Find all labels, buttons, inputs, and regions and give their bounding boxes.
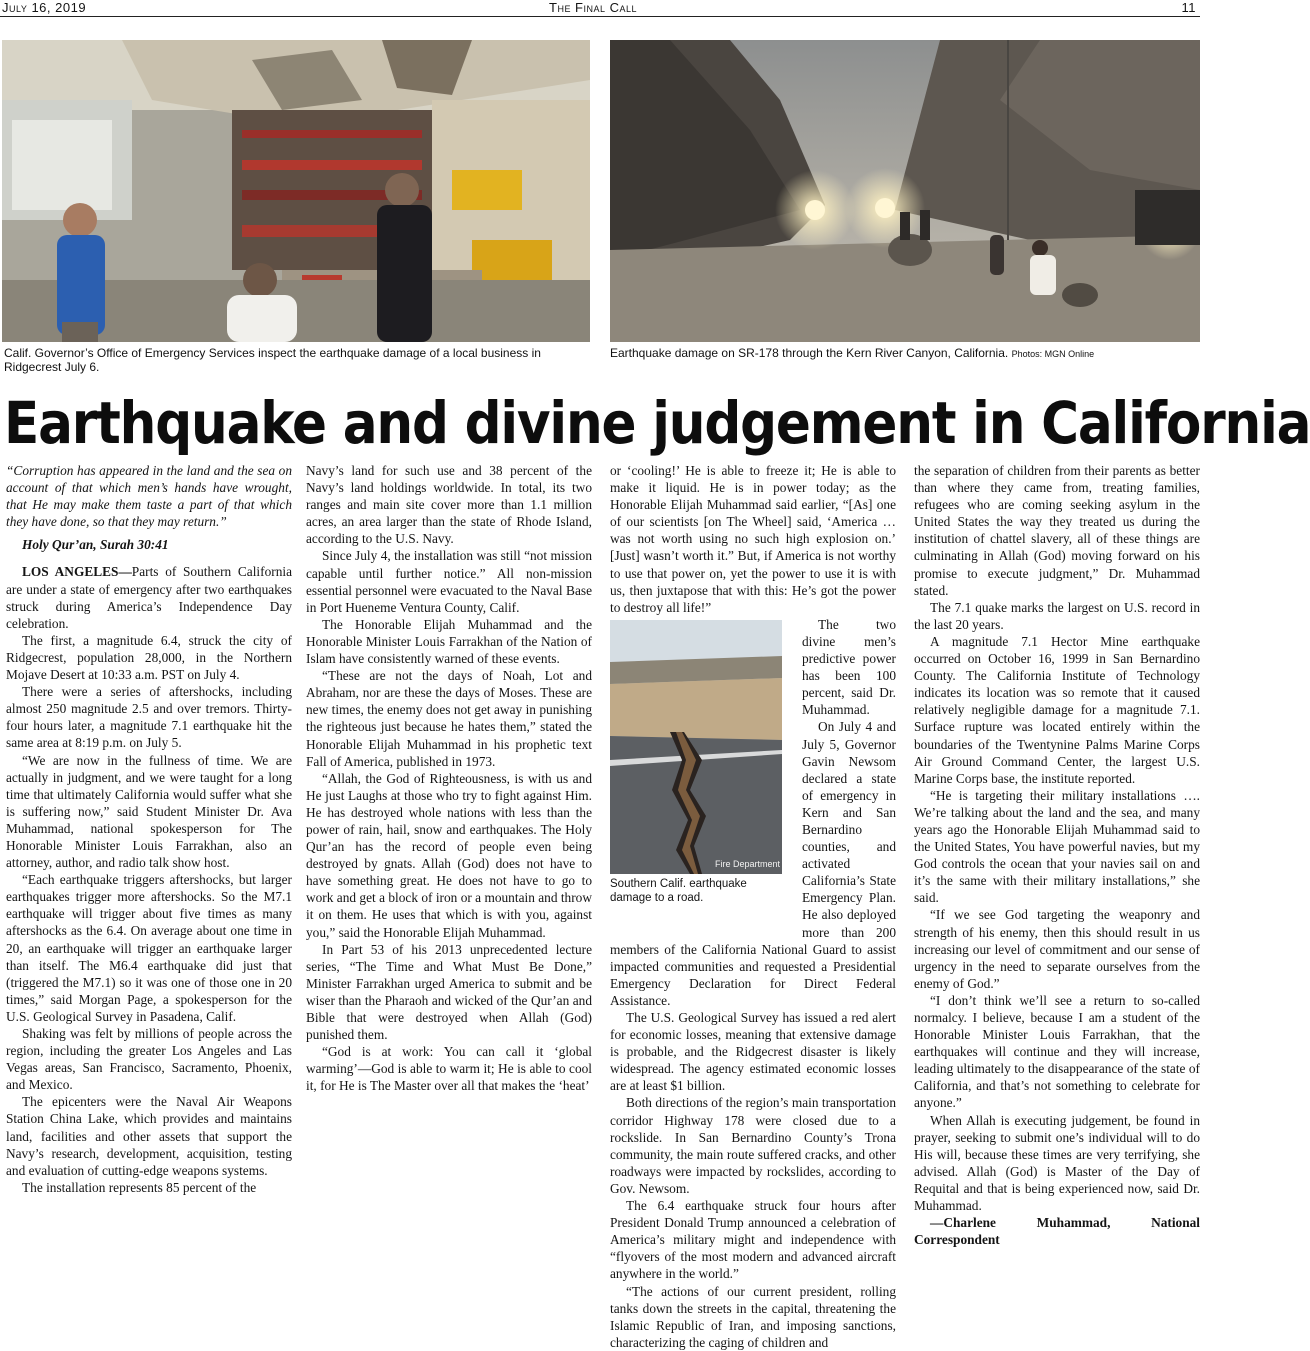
paragraph: “Allah, the God of Righteousness, is with us and He just Laughs at those who try to fight against Him. He has destroyed whole nations with less than the power of rain, hail, snow and earthquakes. The Holy Qur’an has the record of people even being destroyed by gnats. Allah (God) does not have to have something great. He does not have to go to work and get a block of iron or a mountain and throw it on them. He uses that which is with you, against you,” said the Honorable Elijah Muhammad. bbox=[306, 770, 592, 940]
paragraph: “We are now in the fullness of time. We are actually in judgment, and we were taught for a long time that ultimately California would suffer what she is suffering now,” said Student Minister Dr. Ava Muhammad, national spokesperson for The Honorable Minister Louis Farrakhan, also an attorney, author, and radio talk show host. bbox=[6, 752, 292, 871]
paragraph: On July 4 and July 5, Governor Gavin Newsom declared a state of emergency in Kern and San Bernardino counties, and activated California’s State Emergency Plan. He also deployed more than 200 members of the California National Guard to assist impacted communities and requested a Presidential Emergency Declaration for Direct Federal Assistance. bbox=[610, 719, 896, 1008]
paragraph: Shaking was felt by millions of people across the region, including the greater Los Angeles and Las Vegas areas, San Francisco, Sacramento, Phoenix, and Mexico. bbox=[6, 1026, 292, 1093]
epigraph: “Corruption has appeared in the land and the sea on account of that which men’s hands have wrought, that He may make them taste a part of that which they have done, so that they may return.” bbox=[6, 463, 292, 530]
paragraph: or ‘cooling!’ He is able to freeze it; He is able to make it liquid. He is in power today; as the Honorable Elijah Muhammad said earlier, “[As] one of our scientists [on The Wheel] said, ‘America … was not worth using no such high explosion on.’ [Just] wasn’t worth it.” But, if America is not worthy to use that power on, yet the power to use it is with us, then juxtapose that with this: He’s got the power to destroy all life!” bbox=[610, 463, 896, 615]
cracked-road-photo bbox=[610, 620, 782, 874]
paragraph: The first, a magnitude 6.4, struck the city of Ridgecrest, population 28,000, in the Northern Mojave Desert at 10:33 a.m. PST on July 4. bbox=[6, 632, 292, 683]
store-photo-caption: Calif. Governor’s Office of Emergency Services inspect the earthquake damage of a local business in Ridgecrest July 6. bbox=[4, 346, 541, 374]
article-headline: Earthquake and divine judgement in California bbox=[4, 389, 1310, 457]
paragraph: The 7.1 quake marks the largest on U.S. record in the last 20 years. bbox=[914, 599, 1200, 632]
paragraph: In Part 53 of his 2013 unprecedented lecture series, “The Time and What Must Be Done,” Minister Farrakhan urged America to submit and be wiser than the Pharaoh and wicked of the Qur’an and Bible that were destroyed when Allah (God) punished them. bbox=[306, 941, 592, 1043]
issue-date: July 16, 2019 bbox=[2, 0, 87, 15]
paragraph: “These are not the days of Noah, Lot and Abraham, nor are these the days of Moses. These are new times, the enemy does not get away in punishing the righteous just because he hates them,” stated the Honorable Elijah Muhammad in his prophetic text Fall of America, published in 1973. bbox=[306, 668, 592, 769]
author-signature: —Charlene Muhammad, National Correspondent bbox=[914, 1215, 1200, 1248]
paragraph: The Honorable Elijah Muhammad and the Honorable Minister Louis Farrakhan of the Nation of Islam have consistently warned of these events. bbox=[306, 616, 592, 667]
road-photo-caption: Southern Calif. earthquake damage to a road. bbox=[610, 877, 747, 904]
paragraph: “If we see God targeting the weaponry and strength of his enemy, then this should result in us increasing our level of commitment and our sense of urgency in the need to separate ourselves from the enemy of God.” bbox=[914, 907, 1200, 991]
paragraph: The epicenters were the Naval Air Weapons Station China Lake, which provides and maintains land, facilities and other assets that support the Navy’s research, development, acquisition, testing and evaluation of cutting-edge weapons systems. bbox=[6, 1094, 292, 1178]
article-column-3 bbox=[610, 462, 896, 1350]
store-damage-photo bbox=[2, 40, 590, 342]
paragraph: The two divine men’s predictive power has been 100 percent, said Dr. Muhammad. bbox=[802, 616, 896, 718]
paragraph: “He is targeting their military installations …. We’re talking about the land and the sea, and many years ago the Honorable Elijah Muhammad said to the United States, You have powerful navies, but my God controls the ocean that your navies sail on and it’s the same with their military installations,” she said. bbox=[914, 787, 1200, 906]
publication-name: The Final Call bbox=[549, 0, 638, 15]
paragraph: “I don’t think we’ll see a return to so-called normalcy. I believe, because I am a student of the Honorable Minister Louis Farrakhan, that the earthquakes will continue and they will increase, leading ultimately to the disappearance of the state of California, and that’s not something to celebrate for anyone.” bbox=[914, 992, 1200, 1111]
dateline: LOS ANGELES— bbox=[22, 564, 132, 580]
article-column-4 bbox=[914, 462, 1200, 1298]
paragraph: Since July 4, the installation was still “not mission capable until further notice.” All non-mission essential personnel were evacuated to the Naval Base in Port Hueneme Ventura County, Calif. bbox=[306, 548, 592, 615]
paragraph: “The actions of our current president, rolling tanks down the streets in the capital, threatening the Islamic Republic of Iran, and imposing sanctions, characterizing the caging of children and bbox=[610, 1283, 896, 1350]
lead-paragraph: LOS ANGELES—Parts of Southern California are under a state of emergency after two earthquakes struck during America’s Independence Day celebration. bbox=[6, 564, 293, 631]
canyon-photo-caption bbox=[610, 346, 1200, 361]
article-column-1 bbox=[6, 462, 292, 1298]
paragraph: “God is at work: You can call it ‘global warming’—God is able to warm it; He is able to cool it, for He is The Master over all that makes the ‘heat’ bbox=[306, 1044, 592, 1094]
canyon-caption-text: Earthquake damage on SR-178 through the Kern River Canyon, California. bbox=[610, 346, 1009, 360]
road-photo-box bbox=[610, 620, 788, 922]
paragraph: “Each earthquake triggers aftershocks, but larger earthquakes trigger more aftershocks. So the M7.1 earthquake will trigger about five times as many aftershocks as the 6.4. On average about one time in 20, an earthquake will trigger an earthquake larger than itself. The M6.4 earthquake did just that (triggered the M7.1) so it was one of those one in 20 times,” said Morgan Page, a spokesperson for the U.S. Geological Survey in Pasadena, Calif. bbox=[6, 872, 292, 1024]
paragraph: The 6.4 earthquake struck four hours after President Donald Trump announced a celebration of America’s military might and independence with “flyovers of the most modern and advanced aircraft anywhere in the world.” bbox=[610, 1198, 896, 1282]
epigraph-source: Holy Qur’an, Surah 30:41 bbox=[22, 537, 169, 553]
paragraph: The installation represents 85 percent of the bbox=[22, 1179, 257, 1195]
canyon-road-photo bbox=[610, 40, 1200, 342]
paragraph: There were a series of aftershocks, including almost 250 magnitude 2.5 and over tremors. Thirty-four hours later, a magnitude 7.1 earthquake hit the same area at 8:19 p.m. on July 5. bbox=[6, 684, 292, 751]
paragraph: The U.S. Geological Survey has issued a red alert for economic losses, meaning that extensive damage is probable, and the Ridgecrest disaster is likely widespread. The agency estimated economic losses are at least $1 billion. bbox=[610, 1010, 896, 1094]
page-header bbox=[0, 0, 1200, 17]
paragraph: the separation of children from their parents as better than where they came from, treating families, refugees who are coming seeking asylum in the United States the way they treated us during the institution of chattel slavery, all of these things are culminating in Allah (God) moving forward on his promise to execute judgment,” Dr. Muhammad stated. bbox=[914, 463, 1200, 598]
paragraph: A magnitude 7.1 Hector Mine earthquake occurred on October 16, 1999 in San Bernardino County. The California Institute of Technology indicates its location was so remote that it caused relatively negligible damage for a magnitude 7.1. Surface rupture was located entirely within the boundaries of the Twentynine Palms Marine Corps Air Ground Command Center, the largest U.S. Marine Corps base, the institute reported. bbox=[914, 633, 1200, 786]
photo-watermark: Fire Department bbox=[714, 858, 780, 869]
paragraph: When Allah is executing judgement, be found in prayer, seeking to submit one’s individual will to do His will, because these times are very terrifying, she advised. Allah (God) is Master of the Day of Requital and that is being experienced now, said Dr. Muhammad. bbox=[914, 1112, 1200, 1214]
photo-credit: Photos: MGN Online bbox=[1011, 349, 1095, 359]
article-column-2 bbox=[306, 462, 592, 1298]
page-number: 11 bbox=[1181, 0, 1196, 15]
paragraph: Both directions of the region’s main transportation corridor Highway 178 were closed due to a rockslide. In San Bernardino County’s Trona community, the main route suffered cracks, and other roadways were impacted by rockslides, according to Gov. Newsom. bbox=[610, 1095, 896, 1196]
paragraph: Navy’s land for such use and 38 percent of the Navy’s land holdings worldwide. In total, its two ranges and main site cover more than 1.1 million acres, an area larger than the state of Rhode Island, according to the U.S. Navy. bbox=[306, 463, 592, 547]
